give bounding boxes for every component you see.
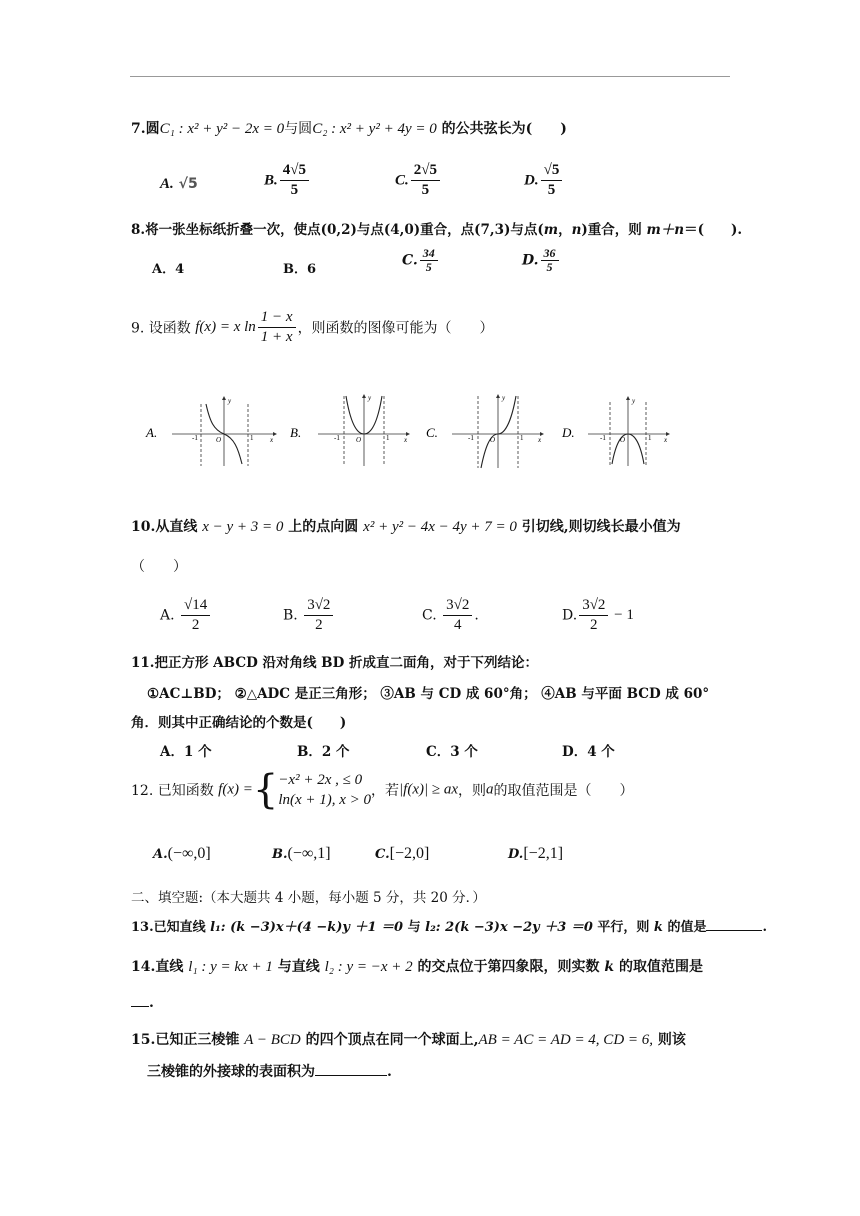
svg-text:y: y bbox=[632, 397, 636, 405]
q7-d-fraction: $\frac{√5}{5}$ bbox=[541, 161, 563, 200]
graph-a-label: A. bbox=[146, 425, 158, 440]
q8-d-fraction: $\frac{36}{5}$ bbox=[541, 247, 559, 274]
question-12-stem: 12. 已知函数 f(x) ={ −x² + 2x , ≤ 0 ln(x + 1), x > 0 ，若|f(x)| ≥ ax，则a的取值范围是（ ） bbox=[131, 767, 634, 813]
svg-text:O: O bbox=[490, 436, 496, 444]
question-11-line3: 角．则其中正确结论的个数是( ) bbox=[131, 715, 347, 731]
q7-number: 7. bbox=[131, 121, 146, 137]
svg-text:O: O bbox=[216, 436, 222, 444]
svg-text:y: y bbox=[502, 394, 506, 402]
header-rule bbox=[130, 76, 730, 77]
q7-circle-c2: C₂ : x² + y² + 4y = 0 bbox=[312, 121, 437, 137]
svg-text:O: O bbox=[620, 436, 626, 444]
graph-c-label: C. bbox=[426, 425, 438, 440]
q10-option-d: D. $\frac{3√2}{2}$ − 1 bbox=[562, 597, 634, 633]
q8-option-c: C. $\frac{34}{5}$ bbox=[402, 247, 440, 274]
svg-text:1: 1 bbox=[648, 434, 652, 442]
question-11-line1: 11.把正方形 ABCD 沿对角线 BD 折成直二面角，对于下列结论： bbox=[131, 655, 538, 671]
question-8-stem: 8.将一张坐标纸折叠一次，使点(0,2)与点(4,0)重合，点(7,3)与点(m，n)重合，则 m＋n＝( ). bbox=[131, 222, 743, 238]
q9-fraction: $\frac{1 - x}{1 + x}$ bbox=[258, 308, 296, 347]
q8-option-b: B．6 bbox=[283, 262, 317, 277]
q10-paren: （ ） bbox=[131, 559, 187, 575]
q7-a-value: √5 bbox=[178, 176, 198, 192]
q11-option-a: A．1 个 bbox=[160, 744, 212, 760]
q8-c-fraction: $\frac{34}{5}$ bbox=[420, 247, 438, 274]
q7-option-c bbox=[395, 161, 442, 200]
section-2-heading: 二、填空题:（本大题共 4 小题，每小题 5 分，共 20 分．） bbox=[131, 890, 486, 906]
q7-c-label: C. bbox=[395, 172, 409, 189]
question-14-stem: 14.直线 l₁ : y = kx + 1 与直线 l₂ : y = −x + 2 的交点位于第四象限，则实数 k 的取值范围是 bbox=[131, 959, 703, 975]
q15-answer-blank[interactable] bbox=[315, 1075, 387, 1076]
svg-text:x: x bbox=[538, 436, 542, 444]
q7-text-a: 圆 bbox=[145, 121, 160, 137]
graph-b-label: B. bbox=[290, 425, 302, 440]
q7-option-b bbox=[264, 161, 311, 200]
graph-d-label: D. bbox=[562, 425, 575, 440]
svg-text:-1: -1 bbox=[600, 434, 606, 442]
q7-a-label: A. bbox=[160, 176, 174, 192]
question-15-line2: 三棱锥的外接球的表面积为 . bbox=[147, 1064, 392, 1080]
question-13-stem: 13.已知直线 l₁: (k −3)x＋(4 −k)y ＋1 ＝0 与 l₂: 2(k −3)x −2y ＋3 ＝0 平行，则 k 的值是 . bbox=[131, 920, 767, 935]
q11-option-b: B．2 个 bbox=[297, 744, 350, 760]
question-11-line2: ①AC⊥BD； ②△ADC 是正三角形； ③AB 与 CD 成 60°角； ④AB 与平面 BCD 成 60° bbox=[147, 686, 710, 702]
svg-text:-1: -1 bbox=[468, 434, 474, 442]
q7-b-fraction: $\frac{4√5}{5}$ bbox=[280, 161, 309, 200]
svg-text:1: 1 bbox=[520, 434, 524, 442]
q7-text-b: 与圆 bbox=[284, 121, 313, 137]
svg-text:1: 1 bbox=[250, 434, 254, 442]
q7-b-label: B. bbox=[264, 172, 278, 189]
q12-option-d: D.[−2,1] bbox=[508, 845, 564, 862]
svg-text:-1: -1 bbox=[192, 434, 198, 442]
q8-option-a: A．4 bbox=[152, 262, 185, 277]
question-15-stem: 15.已知正三棱锥 A − BCD 的四个顶点在同一个球面上,AB = AC = AD = 4, CD = 6, 则该 bbox=[131, 1032, 686, 1048]
question-9-stem: 9. 设函数 f(x) = x ln $\frac{1 - x}{1 + x}$ ，则函数的图像可能为（ ） bbox=[131, 309, 494, 345]
q7-d-label: D. bbox=[524, 172, 539, 189]
q8-option-d: D. $\frac{36}{5}$ bbox=[522, 247, 561, 274]
svg-text:y: y bbox=[228, 397, 232, 405]
q10-option-c: C. $\frac{3√2}{4}$ . bbox=[422, 597, 479, 633]
q12-option-a: A.(−∞,0] bbox=[153, 845, 211, 862]
q12-option-b: B.(−∞,1] bbox=[272, 845, 331, 862]
svg-text:x: x bbox=[270, 436, 274, 444]
q14-answer-blank[interactable] bbox=[131, 1006, 149, 1007]
q7-text-c: 的公共弦长为( ) bbox=[436, 121, 567, 137]
svg-text:1: 1 bbox=[386, 434, 390, 442]
q7-c-fraction: $\frac{2√5}{5}$ bbox=[411, 161, 440, 200]
graph-d bbox=[561, 396, 670, 466]
svg-text:x: x bbox=[404, 436, 408, 444]
q11-option-c: C．3 个 bbox=[426, 744, 478, 760]
graph-c bbox=[426, 394, 544, 468]
svg-text:O: O bbox=[356, 436, 362, 444]
q14-answer-line: . bbox=[131, 995, 154, 1011]
q11-option-d: D．4 个 bbox=[562, 744, 615, 760]
q10-option-a: A. $\frac{√14}{2}$ bbox=[160, 596, 212, 635]
q7-circle-c1: C₁ : x² + y² − 2x = 0 bbox=[159, 121, 285, 137]
question-10-stem: 10.从直线 x − y + 3 = 0 上的点向圆 x² + y² − 4x − 4y + 7 = 0 引切线,则切线长最小值为 bbox=[131, 519, 681, 535]
q13-answer-blank[interactable] bbox=[706, 930, 762, 931]
q12-piecewise: −x² + 2x , ≤ 0 ln(x + 1), x > 0 bbox=[278, 772, 372, 808]
q9-graphs bbox=[140, 390, 700, 470]
q7-option-a bbox=[160, 176, 198, 193]
question-7-stem bbox=[131, 118, 567, 138]
svg-text:y: y bbox=[368, 394, 372, 402]
q12-option-c: C.[−2,0] bbox=[375, 845, 430, 862]
graph-b bbox=[290, 394, 410, 466]
q10-option-b: B. $\frac{3√2}{2}$ bbox=[283, 596, 335, 635]
svg-text:x: x bbox=[664, 436, 668, 444]
svg-text:-1: -1 bbox=[334, 434, 340, 442]
q7-option-d bbox=[524, 161, 564, 200]
graph-a bbox=[145, 396, 277, 466]
